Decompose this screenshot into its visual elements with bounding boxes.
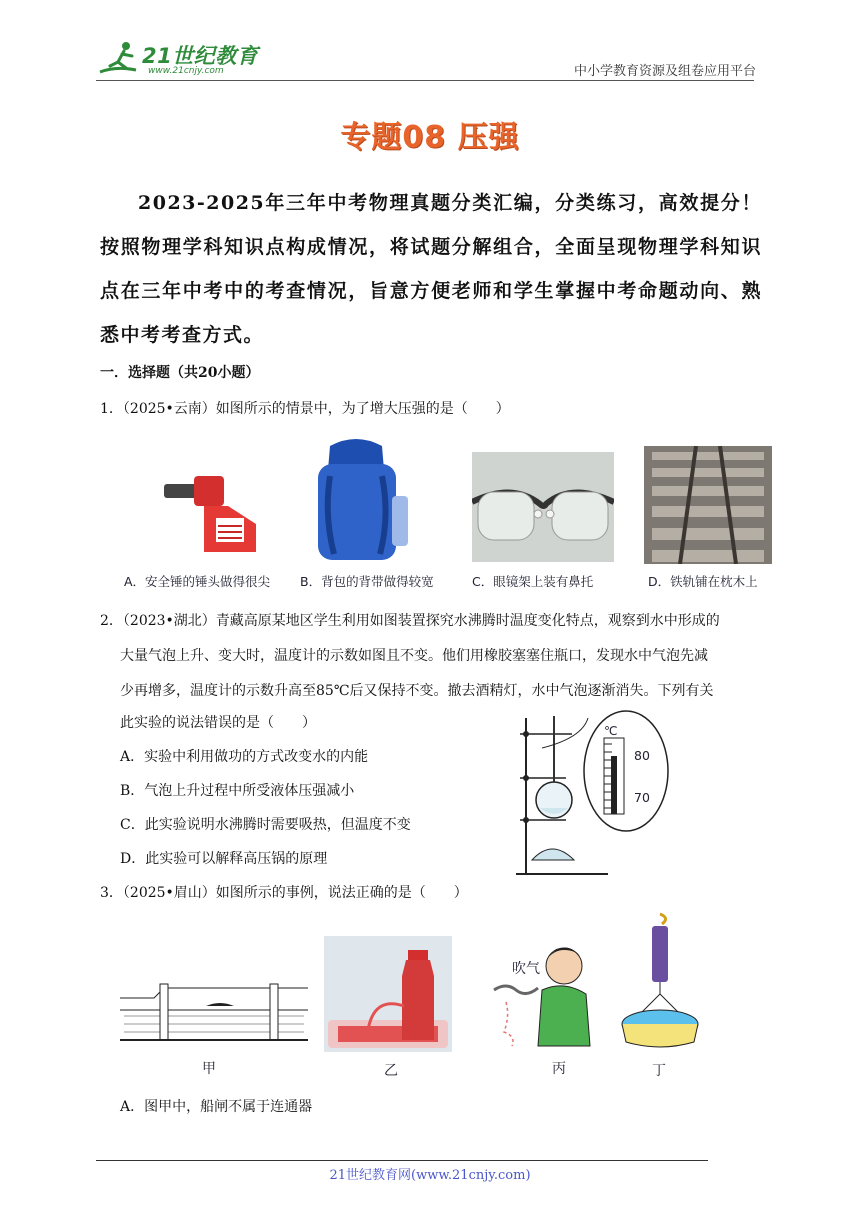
blow-label: 吹气 [512,961,540,977]
q3-option-a: A．图甲中，船闸不属于连通器 [120,1099,313,1115]
question-2-line1: 2．（2023•湖北）青藏高原某地区学生利用如图装置探究水沸腾时温度变化特点，观察到水中形成的 [100,613,720,629]
backpack-image [300,436,412,564]
q3-label-ding: 丁 [652,1063,666,1079]
railway-track-image [644,446,772,564]
q3-label-bing: 丙 [552,1061,566,1077]
header-divider [96,80,754,81]
glasses-image [472,452,614,562]
thermometer-unit-label: ℃ [604,724,618,738]
footer-divider [96,1160,708,1161]
q3-label-jia: 甲 [202,1061,216,1077]
q3-label-yi: 乙 [384,1063,398,1079]
logo-url: www.21cnjy.com [148,66,224,76]
question-2-line4: 此实验的说法错误的是（ ） [120,715,316,731]
safety-hammer-image [158,466,264,558]
question-3-stem: 3．（2025•眉山）如图所示的事例，说法正确的是（ ） [100,885,468,901]
q1-caption-b: B．背包的背带做得较宽 [300,574,434,589]
question-2-line2: 大量气泡上升、变大时，温度计的示数如图且不变。他们用橡胶塞塞住瓶口，发现水中气泡先减 [120,648,708,664]
platform-name: 中小学教育资源及组卷应用平台 [573,64,756,79]
thermometer-70-label: 70 [634,790,650,805]
intro-paragraph: 2023-2025年三年中考物理真题分类汇编，分类练习，高效提分！按照物理学科知识点构成情况，将试题分解组合，全面呈现物理学科知识点在三年中考中的考查情况，旨意方便老师和学生掌握中考命题动向、熟悉中考考查方式。 [100,192,762,346]
q1-caption-a: A．安全锤的锤头做得很尖 [124,574,271,589]
q2-option-a: A．实验中利用做功的方式改变水的内能 [120,749,369,765]
thermometer-callout-image [578,708,670,834]
thermometer-80-label: 80 [634,748,650,763]
question-2-line3: 少再增多，温度计的示数升高至85℃后又保持不变。撤去酒精灯，水中气泡逐渐消失。下列有关 [120,683,714,699]
page-title: 专题08 压强 [340,120,520,155]
q2-option-b: B．气泡上升过程中所受液体压强减小 [120,783,355,799]
logo-text: 21世纪教育 [142,44,259,68]
q2-option-d: D．此实验可以解释高压锅的原理 [120,851,328,867]
boy-blowing-image [476,936,604,1050]
footer-link[interactable]: 21世纪教育网(www.21cnjy.com) [329,1168,531,1183]
ship-lock-image [120,980,308,1050]
question-1-stem: 1．（2025•云南）如图所示的情景中，为了增大压强的是（ ） [100,401,510,417]
q1-caption-d: D．铁轨铺在枕木上 [648,574,758,589]
q1-caption-c: C．眼镜架上装有鼻托 [472,574,594,589]
bottle-water-image [324,936,452,1052]
section-heading: 一．选择题（共20小题） [100,365,260,381]
spring-scale-image [618,912,702,1050]
q2-option-c: C．此实验说明水沸腾时需要吸热，但温度不变 [120,817,411,833]
